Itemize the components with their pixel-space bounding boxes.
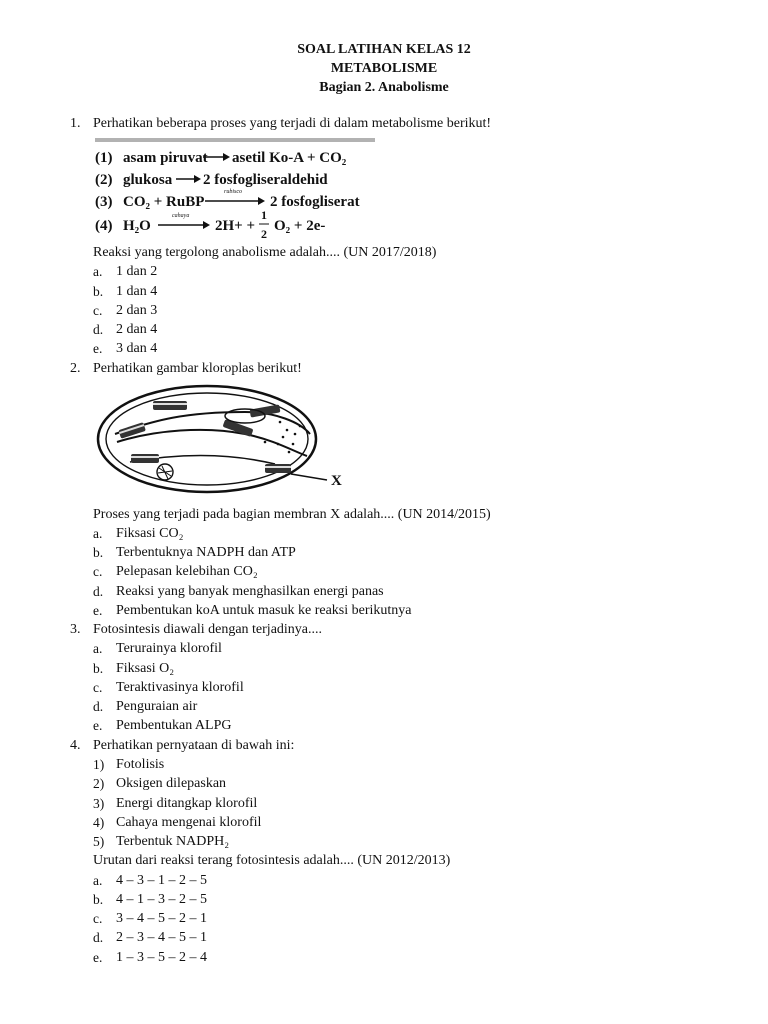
q4-prompt: Perhatikan pernyataan di bawah ini: <box>93 738 295 753</box>
membrane-x-label: X <box>331 473 342 489</box>
q3-option-c: Teraktivasinya klorofil <box>116 680 244 695</box>
reaction-4-fraction-den: 2 <box>261 227 267 241</box>
q3-option-c-letter: c. <box>93 680 103 695</box>
q2-option-c-letter: c. <box>93 564 103 579</box>
q4-option-b-letter: b. <box>93 892 104 907</box>
q2-prompt: Perhatikan gambar kloroplas berikut! <box>93 361 302 376</box>
q1-prompt: Perhatikan beberapa proses yang terjadi di dalam metabolisme berikut! <box>93 116 492 131</box>
q1-question: Reaksi yang tergolong anabolisme adalah.... (UN 2017/2018) <box>93 245 437 260</box>
q4-option-a-letter: a. <box>93 873 103 888</box>
q4-statement-3: Energi ditangkap klorofil <box>116 796 258 811</box>
document-subtitle: METABOLISME <box>330 61 438 76</box>
document-title: SOAL LATIHAN KELAS 12 <box>297 42 471 57</box>
q1-option-c: 2 dan 3 <box>116 303 158 318</box>
q4-statement-1-number: 1) <box>93 757 105 772</box>
chloroplast-diagram <box>95 382 355 502</box>
reaction-2-reactant: glukosa <box>123 172 173 188</box>
q3-option-a-letter: a. <box>93 641 103 656</box>
reaction-1-reactant: asam piruvat <box>123 150 208 166</box>
q1-option-c-letter: c. <box>93 303 103 318</box>
reaction-4-number: (4) <box>95 218 113 234</box>
q4-option-b: 4 – 1 – 3 – 2 – 5 <box>116 892 207 907</box>
q4-option-c-letter: c. <box>93 911 103 926</box>
q1-option-d-letter: d. <box>93 322 104 337</box>
reaction-2-number: (2) <box>95 172 113 188</box>
q1-option-a-letter: a. <box>93 264 103 279</box>
q4-statement-2: Oksigen dilepaskan <box>116 776 227 791</box>
q4-option-e-letter: e. <box>93 950 103 965</box>
q2-option-e: Pembentukan koA untuk masuk ke reaksi berikutnya <box>116 603 412 618</box>
reaction-4-product-b: O₂ + 2e- <box>274 218 326 234</box>
q2-option-d-letter: d. <box>93 584 104 599</box>
q2-option-c: Pelepasan kelebihan CO₂ <box>116 564 258 579</box>
q3-option-a: Terurainya klorofil <box>116 641 222 656</box>
q3-option-b: Fiksasi O₂ <box>116 661 175 676</box>
reaction-1-number: (1) <box>95 150 113 166</box>
q4-statement-5-number: 5) <box>93 834 105 849</box>
q1-option-b-letter: b. <box>93 284 104 299</box>
q1-option-d: 2 dan 4 <box>116 322 158 337</box>
reaction-3-arrow-label: rubisco <box>224 189 242 195</box>
q3-option-e: Pembentukan ALPG <box>116 718 232 733</box>
q2-option-a: Fiksasi CO₂ <box>116 526 184 541</box>
q4-statement-4-number: 4) <box>93 815 105 830</box>
q2-option-e-letter: e. <box>93 603 103 618</box>
q2-option-a-letter: a. <box>93 526 103 541</box>
reaction-1-product: asetil Ko-A + CO₂ <box>232 150 347 166</box>
q3-option-d: Penguraian air <box>116 699 198 714</box>
q1-option-e-letter: e. <box>93 341 103 356</box>
section-title: Bagian 2. Anabolisme <box>319 80 449 95</box>
q3-option-d-letter: d. <box>93 699 104 714</box>
reaction-4-arrow-label: cahaya <box>172 213 190 219</box>
q1-option-e: 3 dan 4 <box>116 341 158 356</box>
q3-number: 3. <box>70 622 81 637</box>
reaction-2-product: 2 fosfogliseraldehid <box>203 172 328 188</box>
q2-question: Proses yang terjadi pada bagian membran X adalah.... (UN 2014/2015) <box>93 507 491 522</box>
q4-option-c: 3 – 4 – 5 – 2 – 1 <box>116 911 207 926</box>
q3-prompt: Fotosintesis diawali dengan terjadinya.... <box>93 622 323 637</box>
q4-statement-4: Cahaya mengenai klorofil <box>116 815 262 830</box>
q4-statement-3-number: 3) <box>93 796 105 811</box>
q2-option-d: Reaksi yang banyak menghasilkan energi panas <box>116 584 384 599</box>
reaction-3-product: 2 fosfogliserat <box>270 194 360 210</box>
q1-option-b: 1 dan 4 <box>116 284 158 299</box>
q2-option-b-letter: b. <box>93 545 104 560</box>
q4-option-d-letter: d. <box>93 930 104 945</box>
q4-statement-5: Terbentuk NADPH₂ <box>116 834 230 849</box>
q1-option-a: 1 dan 2 <box>116 264 158 279</box>
q2-number: 2. <box>70 361 81 376</box>
q4-statement-2-number: 2) <box>93 776 105 791</box>
q1-number: 1. <box>70 116 81 131</box>
q4-question: Urutan dari reaksi terang fotosintesis adalah.... (UN 2012/2013) <box>93 853 451 868</box>
reaction-4-product-a: 2H+ + <box>215 218 256 234</box>
q4-option-d: 2 – 3 – 4 – 5 – 1 <box>116 930 207 945</box>
q2-option-b: Terbentuknya NADPH dan ATP <box>116 545 296 560</box>
q3-option-b-letter: b. <box>93 661 104 676</box>
q4-statement-1: Fotolisis <box>116 757 165 772</box>
q4-option-e: 1 – 3 – 5 – 2 – 4 <box>116 950 207 965</box>
reaction-4-fraction-num: 1 <box>261 208 267 222</box>
q3-option-e-letter: e. <box>93 718 103 733</box>
reaction-4-reactant: H₂O <box>123 218 151 234</box>
q4-option-a: 4 – 3 – 1 – 2 – 5 <box>116 873 207 888</box>
reaction-3-number: (3) <box>95 194 113 210</box>
q4-number: 4. <box>70 738 81 753</box>
reaction-3-reactant: CO₂ + RuBP <box>123 194 205 210</box>
q1-reaction-image <box>90 138 390 246</box>
